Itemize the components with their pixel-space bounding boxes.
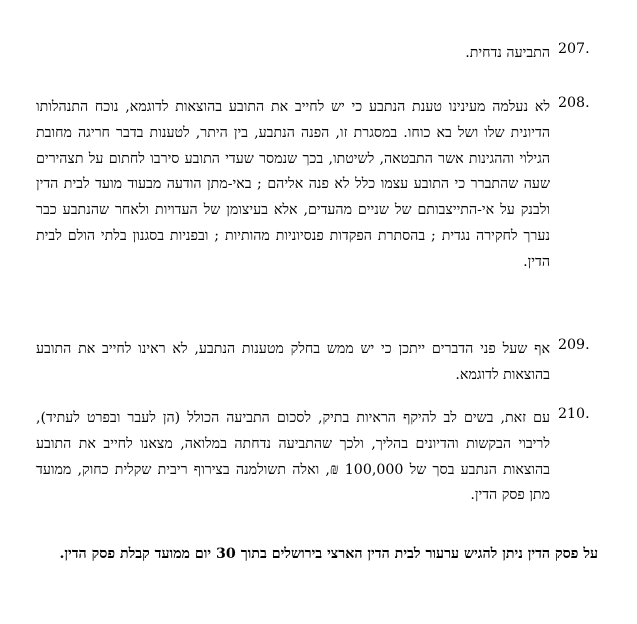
paragraph-text: התביעה נדחית. xyxy=(465,45,550,61)
paragraph-210 xyxy=(36,406,598,509)
appeal-notice: על פסק הדין ניתן להגיש ערעור לבית הדין הארצי בירושלים בתוך 30 יום ממועד קבלת פסק הדין. xyxy=(59,546,598,562)
paragraph-text: אף שעל פני הדברים ייתכן כי יש ממש בחלק מטענות הנתבע, לא ראינו לחייב את התובע בהוצאות לדוגמא. xyxy=(36,341,550,383)
paragraph-number: 207. xyxy=(558,41,590,57)
paragraph-209 xyxy=(36,337,598,389)
paragraph-number: 210. xyxy=(558,406,590,422)
paragraph-text: עם זאת, בשים לב להיקף הראיות בתיק, לסכום התביעה הכולל (הן לעבר ובפרט לעתיד), לריבוי הבקשות והדיונים בהליך, ולכך שהתביעה נדחתה במלואה, מצאנו לחייב את התובע בהוצאות הנתבע בסך של 100,000 ₪, ואלה תשולמנה בצירוף ריבית שקלית כחוק, ממועד מתן פסק הדין. xyxy=(36,410,551,504)
paragraph-number: 209. xyxy=(558,337,590,353)
paragraph-number: 208. xyxy=(558,95,590,111)
paragraph-text: לא נעלמה מעינינו טענת הנתבע כי יש לחייב את התובע בהוצאות לדוגמא, נוכח התנהלותו הדיונית שלו ושל בא כוחו. במסגרת זו, הפנה הנתבע, בין היתר, לטענות בדבר חריגה מחובת הגילוי וההגינות אשר התבטאה, לשיטתו, בכך שנמסר שעדי התובע סירבו לחתום על תצהירים שעה שהתברר כי התובע עצמו כלל לא פנה אליהם ; באי-מתן הודעה מבעוד מועד לבית הדין ולבנק על אי-התייצבותם של שניים מהעדים, אלא בעיצומן של העדויות ולאחר שהנתבע כבר נערך לחקירה נגדית ; בהסתרת הפקדות פנסיוניות מהותיות ; ובפניות בסגנון בלתי הולם לבית הדין. xyxy=(36,99,550,270)
paragraph-208 xyxy=(36,95,598,276)
paragraph-207 xyxy=(36,41,598,67)
